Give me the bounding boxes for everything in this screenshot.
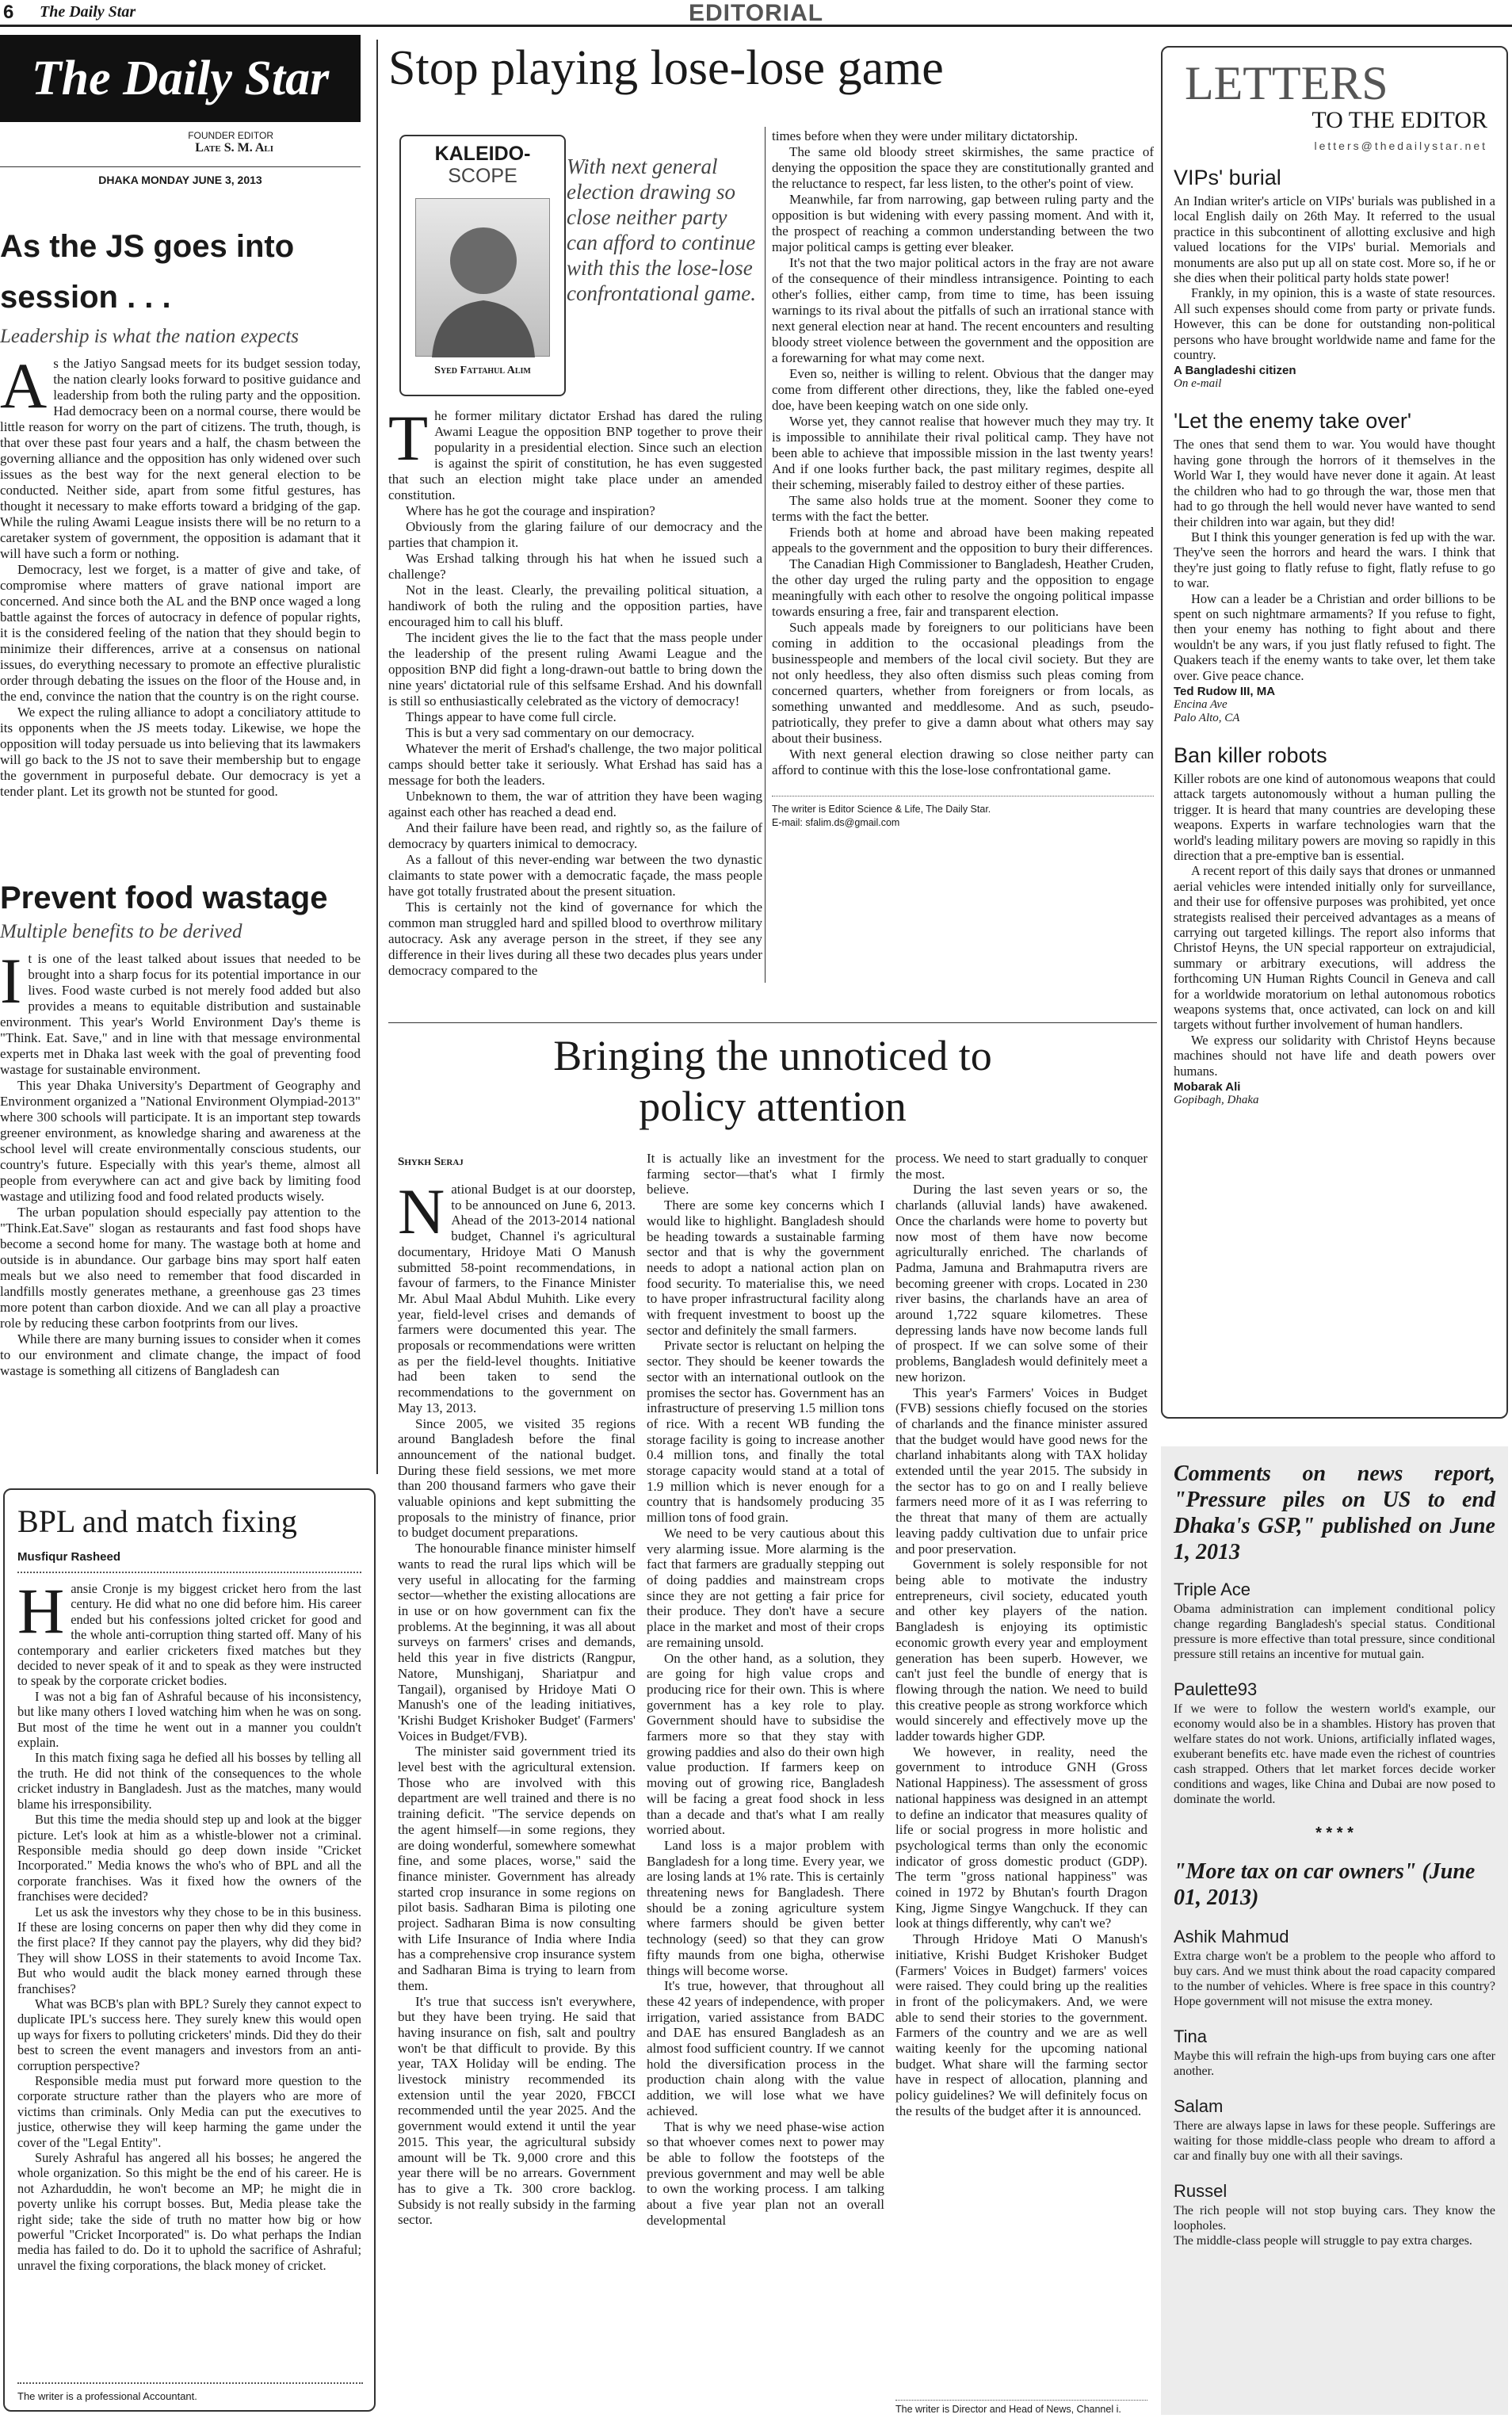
author-name: Syed Fattahul Alim xyxy=(434,365,531,376)
comments-list-2 xyxy=(1174,1927,1495,2248)
kaleido-paragraph: Unbeknown to them, the war of attrition they have been waging against each other has reached a dead end. xyxy=(388,789,762,819)
kaleido-paragraph: he former military dictator Ershad has dared the ruling Awami League the opposition BNP together to prove their popularity in a presidential election. Since such an election is against the spirit of constitution, he has even suggested that such an election might take place under an amended constitution. xyxy=(388,408,762,502)
editorial-paragraph: t is one of the least talked about issues that needed to be brought into a sharp focus for its potential importance in our lives. Food waste curbed is not merely food added but also provides a means to equitable distribution and sustainable environment. This year's World Environment Day's theme is "Think. Eat. Save," and in line with that message environmental experts met in Dhaka last week with the goal of preventing food wastage for sustainable environment. xyxy=(0,951,361,1077)
letter-item xyxy=(1174,408,1495,725)
kaleido-paragraph: Whatever the merit of Ershad's challenge, the two major political camps should better take it seriously. What Ershad has said has a message for both the leaders. xyxy=(388,741,762,788)
kaleido-paragraph: This is but a very sad commentary on our democracy. xyxy=(406,725,695,740)
bpl-title: BPL and match fixing xyxy=(17,1503,297,1539)
letter-location: Encina Ave Palo Alto, CA xyxy=(1174,697,1240,724)
dateline: DHAKA MONDAY JUNE 3, 2013 xyxy=(98,174,262,186)
bpl-paragraph: Let us ask the investors why they chose to be in this business. If these are losing concerns on paper then why did they come in the first place? If they cannot pay the players, why did they bid? They will show LOSS in their statements to avoid Income Tax. But who would audit the black money earned through these franchises? xyxy=(17,1904,361,1996)
letter-paragraph: But I think this younger generation is fed up with the war. They've seen the horrors and heard the wars. I think that they're just going to flatly refuse to fight, flatly refuse to go to war. xyxy=(1174,529,1495,591)
comments-heading-1: Comments on news report, "Pressure piles on US to end Dhaka's GSP," published on June 1, 2013 xyxy=(1174,1461,1495,1564)
letter-title: VIPs' burial xyxy=(1174,166,1281,189)
letter-paragraph: We express our solidarity with Christof Heyns because machines should not have life and death powers over humans. xyxy=(1174,1032,1495,1079)
letter-title: 'Let the enemy take over' xyxy=(1174,409,1411,434)
budget-paragraph: Since 2005, we visited 35 regions around Bangladesh before the final announcement of the national budget. During these field sessions, we met more than 200 thousand farmers who gave their valuable opinions and kept submitting the proposals to the ministry of finance, prior to budget document preparations. xyxy=(398,1415,636,1541)
section-divider xyxy=(388,1022,1157,1023)
comment-item xyxy=(1174,1927,1495,2009)
letter-author: A Bangladeshi citizen xyxy=(1174,364,1296,378)
budget-paragraph: This year's Farmers' Voices in Budget (FVB) sessions chiefly focused on the stories of charlands and the finance minister assured that the budget would have good news for the charland inhabitants along with TAX holiday extended until the year 2015. The subsidy in the sector has to go on and I really believe farmers need more of it as I was referring to the threat that many of them are actually leaving paddy cultivation due to unfair price and poor preservation. xyxy=(895,1385,1147,1557)
letters-email: letters@thedailystar.net xyxy=(1314,139,1487,152)
kaleido-paragraph: Even so, neither is willing to relent. Obvious that the danger may come from different other directions, they, like the fabled one-eyed doe, have been keeping watch on one side only. xyxy=(772,366,1154,413)
budget-footer: The writer is Director and Head of News, Channel i. xyxy=(895,2400,1147,2415)
masthead-logo: The Daily Star xyxy=(0,35,361,122)
budget-paragraph: It's true, however, that throughout all these 42 years of independence, with proper irrigation, varied assistance from BADC and DAE has ensured Bangladesh as an almost food sufficient country. If we cannot hold the diversification process in the production chain along with the value addition, we will lose what we have achieved. xyxy=(647,1978,884,2118)
kaleido-label: KALEIDO- xyxy=(434,143,531,165)
founder-name: Late S. M. Ali xyxy=(195,141,273,155)
letter-paragraph: How can a leader be a Christian and order billions to be spent on such nightmare armaments? If you refuse to fight, then your enemy has nothing to fight about and there wouldn't be any wars, if you just flatly refused to fight. The Quakers teach if the enemy wants to take over, let them take over. Give peace chance. xyxy=(1174,590,1495,683)
letter-author: Ted Rudow III, MA xyxy=(1174,684,1276,698)
page-number: 6 xyxy=(3,2,14,23)
top-paper-name: The Daily Star xyxy=(40,3,136,21)
budget-paragraph: We need to be very cautious about this very alarming issue. More alarming is the fact that farmers are gradually stepping out of doing paddies and mainstream crops since they are not getting a fair price for their produce. They don't have a secure place in the market and most of their crops are remaining unsold. xyxy=(647,1525,884,1650)
editorial-title: Prevent food wastage xyxy=(0,880,328,915)
bpl-byline: Musfiqur Rasheed xyxy=(17,1550,361,1573)
editorial-paragraph: While there are many burning issues to consider when it comes to our environment and climate change, the impact of food wastage is something all citizens of Bangladesh can xyxy=(0,1331,361,1378)
kaleidoscope-label-box xyxy=(399,135,566,396)
budget-paragraph: That is why we need phase-wise action so that whoever comes next to power may be able to follow the footsteps of the previous government and may well be able to own the working process. I am talking about a five year plan not an overall developmental xyxy=(647,2118,884,2228)
kaleido-paragraph: Obviously from the glaring failure of our democracy and the parties that champion it. xyxy=(388,519,762,550)
comment-text: Extra charge won't be a problem to the people who afford to buy cars. And we must think about the road capacity compared to the number of vehicles. Where is free space in this country? Hope government will not misuse the extra money. xyxy=(1174,1950,1495,2008)
letter-item xyxy=(1174,743,1495,1107)
letter-paragraph: Killer robots are one kind of autonomous weapons that could attack targets autonomously without a human pulling the trigger. It is heard that many countries are developing these weapons. Experts in warfare technologies warn that the world's leading military powers are moving so rapidly in this direction that a pre-emptive ban is essential. xyxy=(1174,770,1495,863)
kaleido-email: E-mail: sfalim.ds@gmail.com xyxy=(772,817,900,828)
budget-title-line1: Bringing the unnoticed to xyxy=(553,1032,992,1079)
letter-body xyxy=(1174,193,1495,362)
top-bar xyxy=(0,0,1512,27)
bpl-article-box xyxy=(3,1488,376,2412)
drop-cap: N xyxy=(398,1175,445,1247)
person-icon xyxy=(416,199,551,357)
letters-subtitle: TO THE EDITOR xyxy=(1312,107,1487,133)
bpl-paragraph: Responsible media must put forward more question to the corporate structure rather than the players who are more of victims than criminals. Only Media can put the executives to justice, otherwise they will keep harming the game under the cover of the "Legal Entity". xyxy=(17,2073,361,2150)
kaleido-paragraph: Friends both at home and abroad have been making repeated appeals to the government and the opposition to bury their differences. xyxy=(772,525,1154,556)
budget-paragraph: We however, in reality, need the government to introduce GNH (Gross National Happiness). The assessment of gross national happiness was designed in an attempt to define an indicator that measures quality of life or social progress in more holistic and psychological terms than only the economic indicator of gross domestic product (GDP). The term "gross national happiness" was coined in 1972 by Bhutan's fourth Dragon King, Jigme Singye Wangchuck. If they can look at things differently, why can't we? xyxy=(895,1744,1147,1931)
letter-location: Gopibagh, Dhaka xyxy=(1174,1094,1259,1107)
kaleido-paragraph: Where has he got the courage and inspiration? xyxy=(406,503,655,518)
pull-quote: With next general election drawing so close neither party can afford to continue with this the lose-lose confrontational game. xyxy=(567,155,756,305)
section-title: EDITORIAL xyxy=(688,0,824,26)
budget-paragraph: It's true that success isn't everywhere, but they have been trying. He said that having insurance on fish, salt and poultry won't be that difficult to provide. By this year, TAX Holiday will be ending. The livestock ministry recommended its extension until the year 2020, FBCCI recommended until the year 2025. And the government would extend it until the year 2015. This year, the agricultural subsidy amount will be Tk. 9,000 crore and this year there will be no arrears. Government has to give a Tk. 300 crore backlog. Subsidy is not really subsidy in the farming sector. xyxy=(398,1993,636,2228)
kaleidoscope-title: Stop playing lose-lose game xyxy=(388,41,944,95)
comment-text: Maybe this will refrain the high-ups from buying cars one after another. xyxy=(1174,2049,1495,2078)
comment-item xyxy=(1174,1679,1495,1807)
editorial-subtitle: Leadership is what the nation expects xyxy=(0,326,300,347)
editorial-paragraph: Democracy, lest we forget, is a matter of give and take, of compromise where matters of grave national import are concerned. And since both the AL and the BNP once waged a long battle against the forces of autocracy in defence of popular rights, it is the considered feeling of the nation that they should begin to minimize their differences, arrive at a consensus on national issues, do everything necessary to promote an effective pluralistic order through debating the issues on the floor of the House and, in the end, convince the nation that the country is on the right course. xyxy=(0,562,361,704)
bpl-paragraph: I was not a big fan of Ashraful because of his inconsistency, but like many others I loved watching him when he was on song. But most of the time he went out in a manner you couldn't explain. xyxy=(17,1688,361,1751)
budget-paragraph: During the last seven years or so, the charlands (alluvial lands) have awakened. Once the charlands were home to poverty but now most of them have now become agriculturally enriched. The charlands of Padma, Jamuna and Brahmaputra rivers are becoming greener with crops. Located in 230 river basins, the charlands have an area of around 1,722 square kilometres. These depressing lands have now become lands full of prospect. If we can solve some of their problems, Bangladesh would definitely meet a new horizon. xyxy=(895,1182,1147,1385)
kaleido-paragraph: times before when they were under military dictatorship. xyxy=(772,128,1079,143)
commenter-name: Paulette93 xyxy=(1174,1679,1258,1699)
editorial-title: As the JS goes into session . . . xyxy=(0,229,295,315)
comment-item xyxy=(1174,2096,1495,2164)
letter-location: On e-mail xyxy=(1174,377,1222,391)
comments-heading-2: "More tax on car owners" (June 01, 2013) xyxy=(1174,1859,1476,1910)
commenter-name: Salam xyxy=(1174,2096,1224,2116)
kaleido-paragraph: The incident gives the lie to the fact that the mass people under the leadership of the present ruling Awami League and the opposition BNP did fight a long-drawn-out battle to bring down the nine years' dictatorial rule of this selfsame Ershad. And his downfall is still so enthusiastically celebrated as the victory of democracy! xyxy=(388,630,762,709)
comment-text: If we were to follow the western world's example, our economy would also be in a shambles. History has proven that welfare states do not work. Unions, artificially inflated wages, exuberant benefits etc. have made even the richest of countries cash strapped. Others that let market forces decide worker conditions and wages, like China and Dubai are now posed to dominate the world. xyxy=(1174,1702,1495,1806)
kaleido-paragraph: With next general election drawing so close neither party can afford to continue with this the lose-lose confrontational game. xyxy=(772,747,1154,777)
comment-text: The rich people will not stop buying cars. They know the loopholes. The middle-class people will struggle to pay extra charges. xyxy=(1174,2204,1495,2248)
kaleido-paragraph: Meanwhile, far from narrowing, gap between ruling party and the opposition is but widening with every passing moment. And with it, the prospect of reaching a common understanding between the two major political camps is getting ever bleaker. xyxy=(772,192,1154,254)
kaleido-footer: The writer is Editor Science & Life, The Daily Star. xyxy=(772,804,991,815)
letters-box xyxy=(1161,46,1508,1419)
comment-item xyxy=(1174,1580,1495,1662)
column-divider xyxy=(765,127,766,983)
drop-cap: A xyxy=(0,350,48,422)
kaleidoscope-article xyxy=(388,40,1157,1018)
letters-list xyxy=(1174,165,1495,1107)
kaleido-paragraph: Such appeals made by foreigners to our politicians have been coming in addition to the occasional pleadings from the businesspeople and members of the local civil society. But they are not only heedless, they also often dismiss such pleas coming from concerned quarters, whether from foreigners or from locals, as something unwanted and meddlesome. And as such, pseudo-patriotically, they prefer to give a damn about what others may say about their business. xyxy=(772,620,1154,746)
budget-paragraph: On the other hand, as a solution, they are going for high value crops and producing rice for their own. This is where government has a key role to play. Government should have to subsidise the farmers more so that they stay with growing paddies and also do their own high value production. If farmers keep on moving out of growing rice, Bangladesh will be facing a great food shock in less than a decade and that's what I am really worried about. xyxy=(647,1650,884,1838)
budget-paragraph: Land loss is a major problem with Bangladesh for a long time. Every year, we are losing lands at 1% rate. This is certainly threatening news for Bangladesh. There should be a zoning agriculture system where farmers should be given better technology (seed) so that they can grow fifty maunds from one bigha, otherwise things will become worse. xyxy=(647,1837,884,1978)
kaleido-paragraph: Things appear to have come full circle. xyxy=(406,709,617,724)
comments-box xyxy=(1161,1446,1508,2415)
comments-list-1 xyxy=(1174,1580,1495,1807)
bpl-paragraph: But this time the media should step up and look at the bigger picture. Let's look at him as a whistle-blower not a criminal. Responsible media should go deep down inside "Cricket Incorporated." Media knows the who's who of BPL and all the corporate franchises. Was it fixed how the owners of the franchises were decided? xyxy=(17,1812,361,1904)
editorial-subtitle: Multiple benefits to be derived xyxy=(0,921,242,942)
masthead xyxy=(0,35,361,204)
comment-item xyxy=(1174,2181,1495,2248)
letter-body xyxy=(1174,771,1495,1079)
budget-paragraph: Government is solely responsible for not being able to motivate the industry entrepreneurs, civil society, educated youth and other key players of the nation. Bangladesh is enjoying its optimistic economic growth every year and employment generation has been superb. However, we can't just feel the bundle of energy that is flowing through the nation. We need to build this creative people as strong workforce which would sincerely and effectively move up the ladder towards higher GDP. xyxy=(895,1557,1147,1744)
kaleido-paragraph: The same also holds true at the moment. Sooner they come to terms with the fact the better. xyxy=(772,493,1154,524)
comment-item xyxy=(1174,2026,1495,2079)
column-divider xyxy=(376,40,378,1474)
budget-paragraph: It is actually like an investment for the farming sector—that's what I firmly believe. xyxy=(647,1151,884,1198)
editorial-food-wastage xyxy=(0,878,361,1469)
drop-cap: H xyxy=(17,1575,65,1647)
kaleido-paragraph: Not in the least. Clearly, the prevailing political situation, a handiwork of both the ruling and the opposition parties, have encouraged him to call his bluff. xyxy=(388,583,762,629)
letter-title: Ban killer robots xyxy=(1174,743,1327,767)
drop-cap: T xyxy=(388,402,429,474)
commenter-name: Triple Ace xyxy=(1174,1580,1251,1599)
kaleido-paragraph: It's not that the two major political actors in the fray are not aware of the consequence of their mindless intransigence. Pointing to each other's follies, either camp, from time to time, has been issuing warnings to its rival about the pitfalls of such an irrational stance with next general election near at hand. The recent encounters and resulting bloody street violence between the government and the opposition are a forewarning for what may come next. xyxy=(772,255,1154,365)
budget-paragraph: process. We need to start gradually to conquer the most. xyxy=(895,1151,1147,1182)
commenter-name: Tina xyxy=(1174,2026,1207,2046)
bpl-paragraph: In this match fixing saga he defied all his bosses by telling all the truth. He did not think of the consequences to the whole cricket industry in Bangladesh. Just as the matches, many would blame his irresponsibility. xyxy=(17,1750,361,1812)
stars-divider: * * * * xyxy=(1315,1824,1354,1842)
kaleido-paragraph: Worse yet, they cannot realise that however much they may try. It is impossible to annihilate their rival political camp. They have not been able to achieve that impossible mission in the last twenty years! And if one looks further back, the past military regimes, despite all their scheming, miserably failed to destroy either of these parties. xyxy=(772,414,1154,492)
author-photo xyxy=(415,198,550,357)
kaleido-paragraph: This is certainly not the kind of governance for which the common man struggled hard and spilled blood to overthrow military autocracy. Ask any average person in the street, if they see any difference in their lives during all these two decades plus years under democracy compared to the xyxy=(388,900,762,978)
bpl-paragraph: What was BCB's plan with BPL? Surely they cannot expect to duplicate IPL's success here. They surely knew this would open up ways for fixers to polluting cricketers' minds. Did they do their best to screen the event managers and investors from an anti-corruption perspective? xyxy=(17,1996,361,2073)
kaleido-paragraph: The same old bloody street skirmishes, the same practice of denying the opposition the space they are constitutionally granted and the reluctance to respect, far less listen, to the other's point of view. xyxy=(772,144,1154,191)
kaleido-paragraph: Was Ershad talking through his hat when he issued such a challenge? xyxy=(388,551,762,582)
budget-paragraph: Private sector is reluctant on helping the sector. They should be keener towards the sector with an international outlook on the promises the sector has. Government has an infrastructure of preserving 1.5 million tons of rice. With a recent WB funding the storage facility is going to increase another 0.4 million tons, and finally the total storage capacity would stand at a total of 1.9 million which is never enough for a country that is handsomely producing 35 million tons of food grain. xyxy=(647,1338,884,1526)
letter-item xyxy=(1174,165,1495,391)
kaleido-paragraph: As a fallout of this never-ending war between the two dynastic claimants to state power with a democratic façade, the mass people have got totally frustrated about the present situation. xyxy=(388,852,762,899)
scope-label: SCOPE xyxy=(448,165,517,187)
commenter-name: Russel xyxy=(1174,2181,1228,2201)
editorial-paragraph: s the Jatiyo Sangsad meets for its budget session today, the nation clearly looks forward to positive guidance and leadership from both the ruling party and the opposition. Had democracy been on a normal course, there would be little reason for worry on the part of citizens. The truth, though, is that over these past four years and a half, the chasm between the governing alliance and the opposition has only widened over such issues as the best way for the next general election to be conducted. Neither side, apart from some fitful gestures, has thought it necessary to make efforts toward a bridging of the gap. While the ruling Awami League insists there will be no return to a caretaker system of government, the opposition is adamant that it will have such a form or nothing. xyxy=(0,356,361,561)
letter-paragraph: The ones that send them to war. You would have thought having gone through the horrors of it themselves in the World War I, they would have never done it again. At least the children who had to go through the war, those men that had to go through the hell would never have wanted to send their children into war again, but they did! xyxy=(1174,437,1495,529)
letters-title: LETTERS xyxy=(1185,57,1388,109)
letter-paragraph: Frankly, in my opinion, this is a waste of state resources. All such expenses should come from party or private funds. However, this can be done for outstanding non-political persons who have brought worldwide name and fame for the country. xyxy=(1174,285,1495,363)
letter-paragraph: A recent report of this daily says that drones or unmanned aerial vehicles were intended initially only for surveillance, and their use for offensive purposes was prohibited, yet once strategists realised their perceived advantages as a means of carrying out targeted killings. The report also informs that Christof Heyns, the UN special rapporteur on extrajudicial, summary or arbitrary executions, will address the forthcoming UN Human Rights Council in Geneva and call for a worldwide moratorium on lethal autonomous robotics weapons systems that, once activated, can lock on and kill targets without further involvement of human handlers. xyxy=(1174,863,1495,1033)
founder-label: FOUNDER EDITOR xyxy=(188,130,273,141)
budget-paragraph: ational Budget is at our doorstep, to be announced on June 6, 2013. Ahead of the 2013-2014 national budget, Channel i's agricultural documentary, Hridoye Mati O Manush submitted 58-point recommendations, in favour of farmers, to the Finance Minister Mr. Abul Maal Abdul Muhith. Like every year, field-level crises and demands of farmers were documented this year. The proposals or recommendations were written as per the field-level thoughts. Initiative had been taken to send the recommendations to the government on May 13, 2013. xyxy=(398,1182,636,1415)
kaleido-paragraph: The Canadian High Commissioner to Bangladesh, Heather Cruden, the other day urged the ruling party and the opposition to engage meaningfully with each other to resolve the ongoing political impasse towards ensuring a free, fair and transparent election. xyxy=(772,556,1154,619)
letter-body xyxy=(1174,437,1495,683)
commenter-name: Ashik Mahmud xyxy=(1174,1927,1289,1946)
budget-paragraph: There are some key concerns which I would like to highlight. Bangladesh should be heading towards a sustainable farming sector and that is why the government needs to adopt a national action plan on food security. To materialise this, we need to have proper infrastructural facility along with frequent investment to boost up the sector and definitely the small farmers. xyxy=(647,1198,884,1338)
letter-paragraph: An Indian writer's article on VIPs' burials was published in a local English daily on 26th May. It referred to the usual practice in this subcontinent of allotting exclusive and high valued locations for the VIPs' burial. Memorials and monuments are also put up all on state cost. More so, if he or she dies when their political party holds state power! xyxy=(1174,193,1495,286)
letter-author: Mobarak Ali xyxy=(1174,1080,1241,1094)
editorial-paragraph: The urban population should especially pay attention to the "Think.Eat.Save" slogan as restaurants and fast food shops have become a second home for many. The wastage both at home and outside is in abundance. Our garbage bins may sport half eaten meals but we also need to remember that food discarded in landfills mostly generates methane, a greenhouse gas 23 times more potent than carbon dioxide. And we can all play a proactive role by reducing these carbon footprints from our lives. xyxy=(0,1205,361,1331)
budget-article xyxy=(388,1027,1157,2416)
comment-text: Obama administration can implement conditional policy change regarding Bangladesh's special status. Conditional pressure is more effective than total pressure, since conditional pressure still retains an incentive for mutual gain. xyxy=(1174,1602,1495,1661)
budget-paragraph: Through Hridoye Mati O Manush's initiative, Krishi Budget Krishoker Budget (Farmers' Voices in Budget) farmers' voices were raised. They could bring up the realities in front of the policymakers. And, we were able to send their stories to the government. Farmers of the country and we are as well waiting keenly for the upcoming national budget. What share will the farming sector have in respect of allocation, planning and policy guidelines? We will definitely focus on the results of the budget after it is announced. xyxy=(895,1931,1147,2118)
budget-paragraph: The honourable finance minister himself wants to read the rural lips which will be very useful in allocating for the farming sector—whether the existing allocations are in use or on how government can fix the problems. At the beginning, it was all about surveys on farmers' crises and demands, held this year in five districts (Rangpur, Natore, Munshiganj, Shariatpur and Tangail), organised by Hridoye Mati O Manush's one of the leading initiatives, 'Krishi Budget Krishoker Budget' (Farmers' Voices in Budget/FVB). xyxy=(398,1541,636,1744)
bpl-paragraph: ansie Cronje is my biggest cricket hero from the last century. He did what no one did before him. His career ended but his confessions jolted cricket for good and the whole anti-corruption thing started off. Many of his contemporary and earlier cricketers fixed matches but they decided to never speak of it and to speak as they were instructed to speak by the corporate cricket bodies. xyxy=(17,1581,361,1689)
budget-paragraph: The minister said government tried its level best with the agricultural extension. Those who are involved with this department are well trained and there is no training deficit. "The service depends on the agent himself—in some regions, they are doing wonderful, somewhere somewhat fine, and some places, worse," said the finance minister. Government has already started crop insurance in some regions on pilot basis. Sadharan Bima is piloting one project. Sadharan Bima is now consulting with Life Insurance of India where India has a comprehensive crop insurance system and Sadharan Bima is trying to learn from them. xyxy=(398,1744,636,1993)
editorial-paragraph: We expect the ruling alliance to adopt a conciliatory attitude to its opponents when the JS meets today. Likewise, we hope the opposition will today persuade us into believing that its lawmakers will go back to the JS not to save their membership but to engage the government in purposeful debate. Our democracy is yet a tender plant. Let its growth not be stunted for good. xyxy=(0,705,361,799)
editorial-js-session xyxy=(0,218,361,868)
bpl-footer: The writer is a professional Accountant. xyxy=(17,2382,363,2402)
budget-byline: Shykh Seraj xyxy=(398,1156,464,1168)
budget-title-line2: policy attention xyxy=(639,1083,907,1130)
bpl-paragraph: Surely Ashraful has angered all his bosses; he angered the whole organization. So this might be the end of his career. He is not Azharduddin, he won't become an MP; he might die in poverty unlike his corrupt bosses. But, Media please take the right side; take the side of truth no matter how big or how powerful "Cricket Incorporated" is. Do what perhaps the Indian media has failed to do. Do it to uphold the sacrifice of Ashraful; unravel the fixing corporations, the black money of cricket. xyxy=(17,2150,361,2273)
drop-cap: I xyxy=(0,945,22,1017)
kaleido-paragraph: And their failure have been read, and rightly so, as the failure of democracy by quarters inimical to democracy. xyxy=(388,820,762,851)
comment-text: There are always lapse in laws for these people. Sufferings are waiting for those middle-class people who dream to afford a car and finally buy one with all their savings. xyxy=(1174,2119,1495,2163)
editorial-paragraph: This year Dhaka University's Department of Geography and Environment organized a "National Environment Olympiad-2013" where 300 schools will participate. It is an important step towards greener environment, as knowledge sharing and awareness at the school level will create environmentally conscious students, our country's future. Especially with this year's theme, almost all people from everywhere can act and give back by limiting food wastage and utilizing food and food related products wisely. xyxy=(0,1078,361,1204)
